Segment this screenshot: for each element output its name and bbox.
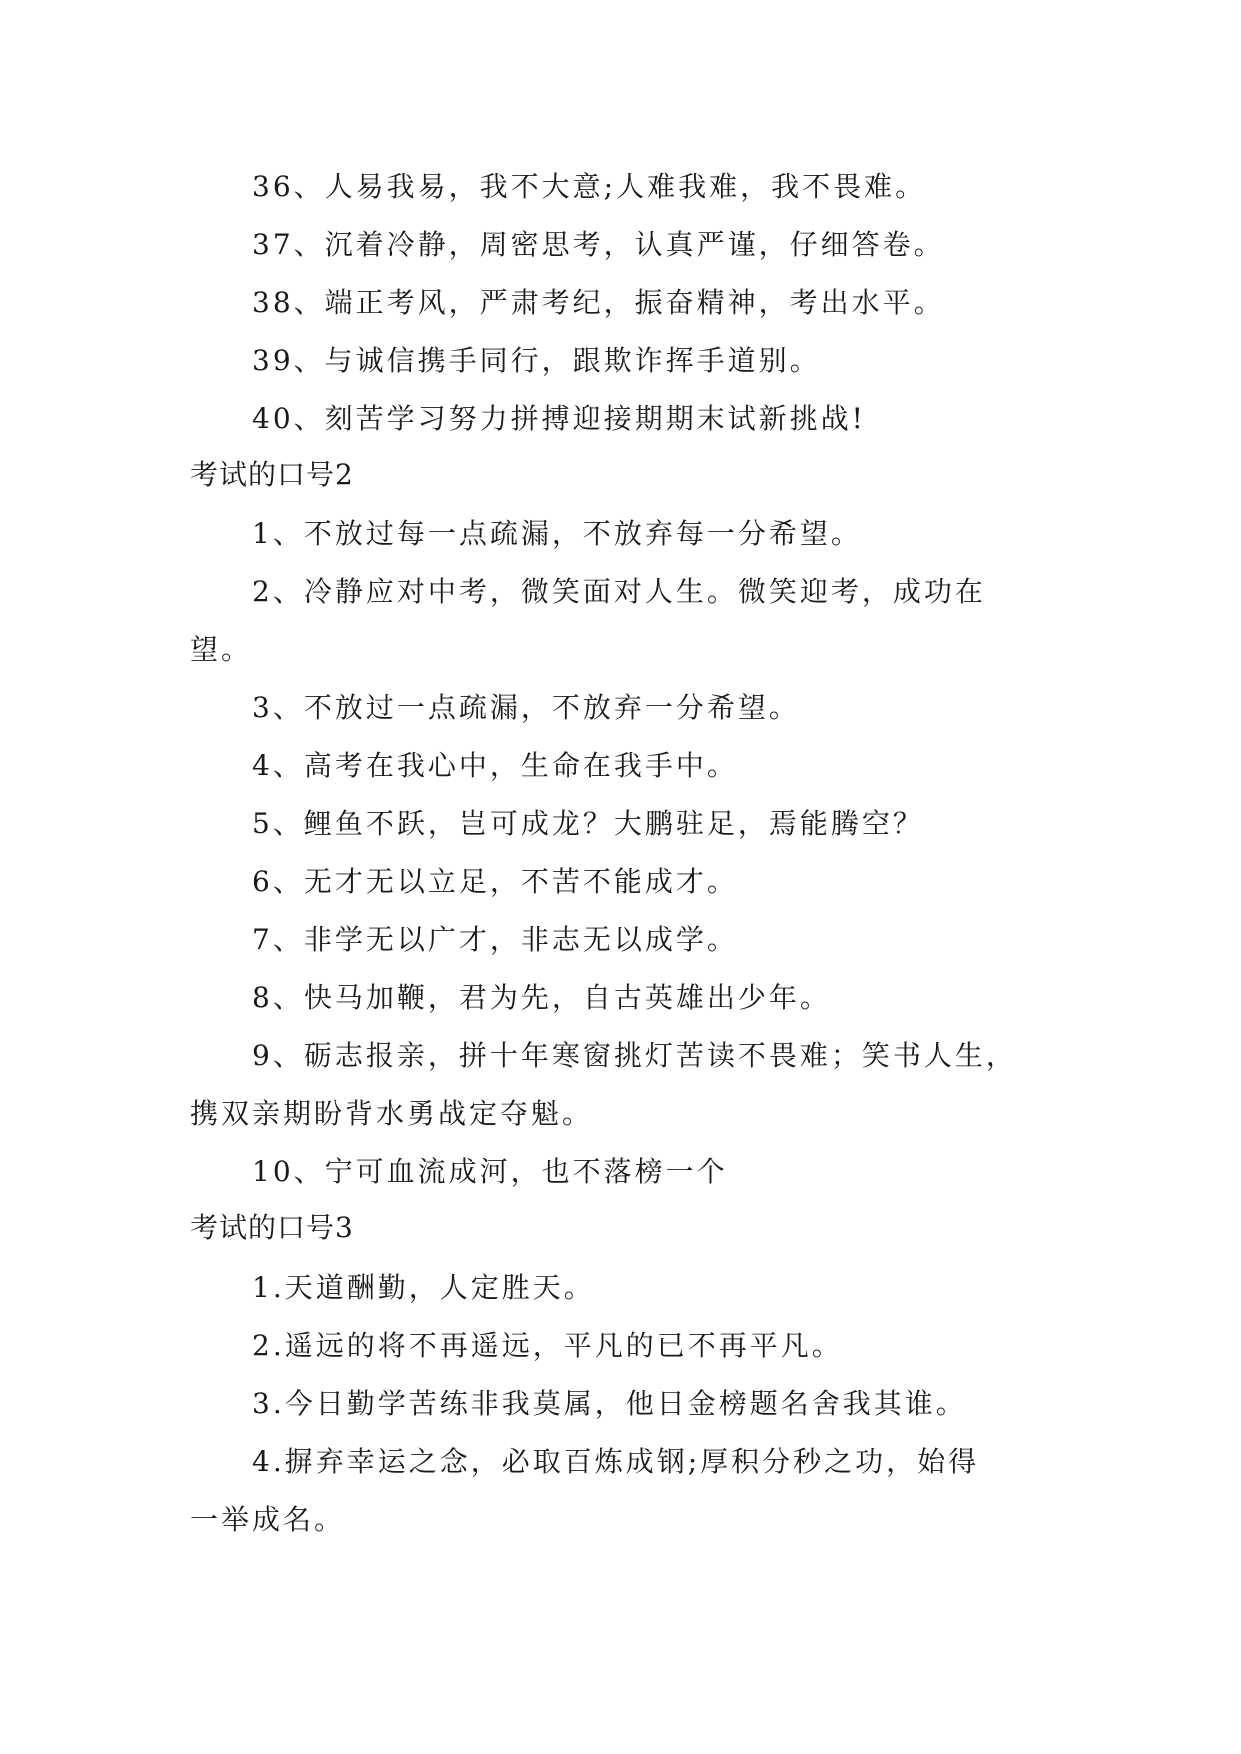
slogan-3-3: 3.今日勤学苦练非我莫属，他日金榜题名舍我其谁。 xyxy=(252,1387,967,1420)
slogan-2-2: 2、冷静应对中考，微笑面对人生。微笑迎考，成功在 xyxy=(252,575,986,608)
slogan-2-3: 3、不放过一点疏漏，不放弃一分希望。 xyxy=(252,691,800,724)
slogan-2-1: 1、不放过每一点疏漏，不放弃每一分希望。 xyxy=(252,517,862,550)
slogan-2-6: 6、无才无以立足，不苦不能成才。 xyxy=(252,865,738,898)
slogan-3-4-continued: 一举成名。 xyxy=(190,1503,346,1536)
section-heading-2: 考试的口号2 xyxy=(190,458,354,491)
slogan-2-5: 5、鲤鱼不跃，岂可成龙？大鹏驻足，焉能腾空？ xyxy=(252,807,924,840)
section-heading-3: 考试的口号3 xyxy=(190,1211,354,1244)
slogan-2-8: 8、快马加鞭，君为先，自古英雄出少年。 xyxy=(252,981,831,1014)
slogan-2-2-continued: 望。 xyxy=(190,633,253,666)
slogan-3-1: 1.天道酬勤，人定胜天。 xyxy=(252,1271,595,1304)
slogan-3-2: 2.遥远的将不再遥远，平凡的已不再平凡。 xyxy=(252,1329,843,1362)
slogan-2-10: 10、宁可血流成河，也不落榜一个 xyxy=(252,1155,728,1188)
slogan-37: 37、沉着冷静，周密思考，认真严谨，仔细答卷。 xyxy=(252,228,945,261)
slogan-39: 39、与诚信携手同行，跟欺诈挥手道别。 xyxy=(252,344,821,377)
slogan-3-4: 4.摒弃幸运之念，必取百炼成钢;厚积分秒之功，始得 xyxy=(252,1445,980,1478)
slogan-2-4: 4、高考在我心中，生命在我手中。 xyxy=(252,749,738,782)
slogan-2-7: 7、非学无以广才，非志无以成学。 xyxy=(252,923,738,956)
slogan-2-9: 9、砺志报亲，拼十年寒窗挑灯苦读不畏难；笑书人生， xyxy=(252,1039,1017,1072)
slogan-36: 36、人易我易，我不大意;人难我难，我不畏难。 xyxy=(252,170,927,203)
slogan-2-9-continued: 携双亲期盼背水勇战定夺魁。 xyxy=(190,1097,594,1130)
slogan-38: 38、端正考风，严肃考纪，振奋精神，考出水平。 xyxy=(252,286,945,319)
slogan-40: 40、刻苦学习努力拼搏迎接期期末试新挑战! xyxy=(252,402,866,435)
